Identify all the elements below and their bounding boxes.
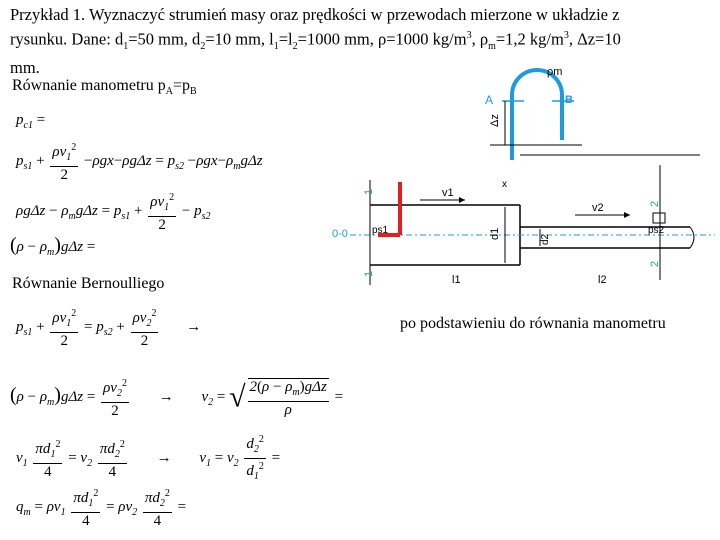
svg-text:ps1: ps1 (372, 225, 389, 236)
svg-text:1: 1 (363, 270, 375, 277)
rho-m-label: ρm (547, 66, 563, 78)
equation-continuity: $v_1$ $\frac{\pi d_1^2}{4}$ = $v_2$ $\frac{\pi d_2^2}{4}$ → $v_1 = v_2$ $\frac{d_2^2}{d_1^2}$ = (16, 434, 281, 482)
svg-text:ps2: ps2 (648, 225, 665, 236)
bernoulli-label: Równanie Bernoulliego (12, 275, 165, 292)
manometer-u-tube (485, 66, 582, 160)
problem-line-1: Przykład 1. Wyznaczyć strumień masy oraz prędkości w przewodach mierzone w układzie z (10, 5, 620, 24)
equation-mass-flow: $q_m = \rho v_1$ $\frac{\pi d_1^2}{4}$ = $\rho v_2$ $\frac{\pi d_2^2}{4}$ = (16, 488, 187, 529)
problem-line-3: mm. (10, 57, 40, 77)
axis-label: 0-0 (332, 228, 348, 240)
svg-text:2: 2 (649, 200, 661, 207)
svg-text:l1: l1 (452, 274, 461, 286)
equation-v2-solution: $(\rho - \rho_m)g\Delta z$ = $\frac{\rho v_2^2}{2}$ → $v_2$ = √ $\frac{2(\rho - \rho_m)g\Delta z}{\rho}$ = (10, 378, 344, 419)
length-markers (452, 274, 607, 286)
svg-text:x: x (502, 179, 507, 190)
pipe (370, 155, 700, 265)
manometer-equation-label: Równanie manometru $p_A=p_B$ (12, 77, 197, 98)
equation-pressure-balance: $p_{s1}$ + $\frac{\rho v_1^2}{2}$ $-\rho gx-\rho g\Delta z = p_{s2} -\rho gx-\rho_mg\Delta z$ (16, 142, 263, 183)
velocity-arrows (420, 179, 630, 218)
substitution-label: po podstawieniu do równania manometru (400, 315, 666, 332)
svg-text:2: 2 (649, 260, 661, 267)
svg-text:v2: v2 (592, 202, 604, 214)
point-a-label: A (485, 93, 494, 107)
point-b-label: B (565, 94, 573, 106)
flow-diagram (330, 55, 720, 295)
problem-line-2: rysunku. Dane: $d_1=50$ mm, $d_2=10$ mm, $l_1=l_2=1000$ mm, ρ=1000 $kg/m^3$, $\rho_m=1,2$ $kg/m^3$, Δz=10 (10, 29, 621, 52)
svg-text:1: 1 (363, 188, 375, 195)
equation-ps-difference: $\rho g\Delta z - \rho_mg\Delta z = p_{s1}$ + $\frac{\rho v_1^2}{2}$ − $p_{s2}$ (16, 192, 211, 233)
svg-text:l2: l2 (598, 274, 607, 286)
svg-text:d1: d1 (489, 227, 501, 240)
equation-pc1: $p_{c1}$ = (16, 112, 46, 131)
equation-density-difference: $(\rho - \rho_m)g\Delta z$ = (10, 234, 96, 258)
svg-text:d2: d2 (540, 233, 551, 245)
svg-text:v1: v1 (442, 187, 454, 199)
dz-label: Δz (489, 114, 501, 127)
equation-bernoulli: $p_{s1}$ + $\frac{\rho v_1^2}{2}$ = $p_{s2}$ + $\frac{\rho v_2^2}{2}$ → (16, 308, 202, 349)
